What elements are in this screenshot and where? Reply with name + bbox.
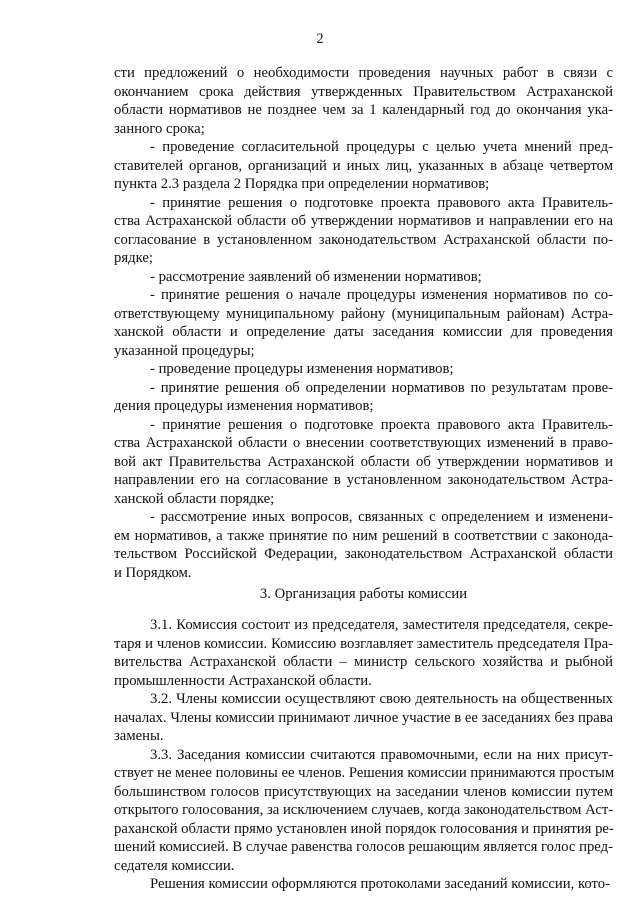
text-line-content: ства Астраханской области об утверждении нормативов и направлении его на [114,213,613,229]
paragraph [114,268,613,287]
text-line [114,416,613,435]
text-line-content: - принятие решения о подготовке проекта правового акта Правитель- [150,194,613,211]
text-line-content: - принятие решения об определении нормативов по результатам прове- [150,379,613,396]
text-line [114,838,613,857]
text-line [114,690,613,709]
text-line-content: тельством Российской Федерации, законодательством Астраханской области [114,546,613,562]
text-line [114,360,613,379]
text-line [114,249,613,268]
text-line-content: - проведение процедуры изменения нормативов; [150,361,454,377]
text-line-content: замены. [114,728,164,744]
text-line-content: области нормативов не позднее чем за 1 календарный год до окончания ука- [114,102,613,118]
text-line-content: и Порядком. [114,564,192,581]
text-line [114,527,613,546]
text-line-content: ем нормативов, а также принятие по ним решений в соответствии с законода- [114,527,613,544]
text-line [114,157,613,176]
text-line [114,801,613,820]
text-line-content: ставителей органов, организаций и иных лиц, указанных в абзаце четвертом [114,157,613,174]
text-line [114,471,613,490]
text-line [114,323,613,342]
text-line [114,672,613,691]
text-line-content: указанной процедуры; [114,342,255,359]
text-line-content: ханской области и определение даты заседания комиссии для проведения [114,324,613,340]
paragraph [114,875,613,894]
paragraph [114,138,613,194]
text-line [114,175,613,194]
text-line [114,212,613,231]
text-line [114,764,613,783]
text-line-content: 3.1. Комиссия состоит из председателя, заместителя председателя, секре- [150,617,613,633]
text-line-content: 3.2. Члены комиссии осуществляют свою деятельность на общественных [150,691,613,707]
text-line [114,286,613,305]
text-line-content: - принятие решения о подготовке проекта правового акта Правитель- [150,416,613,433]
page-number: 2 [316,31,324,47]
text-line-content: рядке; [114,250,153,266]
text-line [114,397,613,416]
text-line [114,305,613,324]
document-body [114,64,613,894]
text-line [114,379,613,398]
text-line-content: таря и членов комиссии. Комиссию возглавляет заместитель председателя Пра- [114,635,613,652]
text-line [114,120,613,139]
text-line-content: дения процедуры изменения нормативов; [114,398,374,414]
section-heading: 3. Организация работы комиссии [259,586,468,602]
text-line [114,83,613,102]
paragraph [114,286,613,360]
paragraph [114,508,613,582]
text-line [114,434,613,453]
text-line-content: вой акт Правительства Астраханской области об утверждении нормативов и [114,453,613,470]
text-line [114,545,613,564]
text-line [114,342,613,361]
text-line-content: Решения комиссии оформляются протоколами заседаний комиссии, кото- [150,876,610,892]
text-line [114,653,613,672]
text-line [114,564,613,583]
text-line-content: раханской области прямо установлен иной порядок голосования и принятия ре- [114,820,614,837]
text-line-content: шений комиссией. В случае равенства голосов решающим является голос пред- [114,839,613,855]
text-line [114,783,613,802]
paragraph [114,360,613,379]
text-line-content: открытого голосования, за исключением случаев, когда законодательством Аст- [114,802,614,818]
text-line-content: - рассмотрение заявлений об изменении нормативов; [150,268,482,285]
text-line [114,194,613,213]
text-line-content: началах. Члены комиссии принимают личное участие в ее заседаниях без права [114,709,613,726]
text-line-content: - принятие решения о начале процедуры изменения нормативов по со- [150,287,613,303]
text-line [114,875,613,894]
text-line-content: окончанием срока действия утвержденных Правительством Астраханской [114,83,613,100]
text-line-content: большинством голосов присутствующих на заседании членов комиссии путем [114,783,613,800]
text-line-content: ства Астраханской области о внесении соответствующих изменений в право- [114,435,613,451]
text-line-content: седателя комиссии. [114,857,235,874]
text-line-content: промышленности Астраханской области. [114,672,372,689]
text-line [114,820,613,839]
text-line-content: ствует не менее половины ее членов. Решения комиссии принимаются простым [114,765,615,781]
text-line [114,709,613,728]
text-line [114,616,613,635]
text-line [114,490,613,509]
text-line [114,508,613,527]
paragraph [114,616,613,690]
text-line-content: ханской области порядке; [114,490,275,507]
paragraph [114,64,613,138]
text-line-content: 3.3. Заседания комиссии считаются правомочными, если на них присут- [150,746,613,763]
text-line-content: занного срока; [114,120,205,137]
text-line-content: вительства Астраханской области – министр сельского хозяйства и рыбной [114,654,613,670]
text-line-content: направлении его на согласование в установленном законодательством Астра- [114,472,613,488]
paragraph [114,194,613,268]
paragraph [114,416,613,509]
text-line [114,857,613,876]
text-line [114,453,613,472]
text-line [114,231,613,250]
text-line [114,268,613,287]
paragraph [114,690,613,746]
text-line-content: - рассмотрение иных вопросов, связанных с определением и изменени- [150,509,613,525]
text-line [114,727,613,746]
text-line-content: согласование в установленном законодательством Астраханской области по- [114,231,613,248]
text-line [114,101,613,120]
paragraph [114,379,613,416]
text-line [114,64,613,83]
text-line-content: ответствующему муниципальному району (муниципальным районам) Астра- [114,305,613,322]
text-line [114,635,613,654]
text-line-content: сти предложений о необходимости проведения научных работ в связи с [114,65,613,81]
text-line [114,746,613,765]
text-line-content: пункта 2.3 раздела 2 Порядка при определении нормативов; [114,176,490,192]
text-line [114,138,613,157]
text-line-content: - проведение согласительной процедуры с целью учета мнений пред- [150,139,613,155]
paragraph [114,746,613,876]
